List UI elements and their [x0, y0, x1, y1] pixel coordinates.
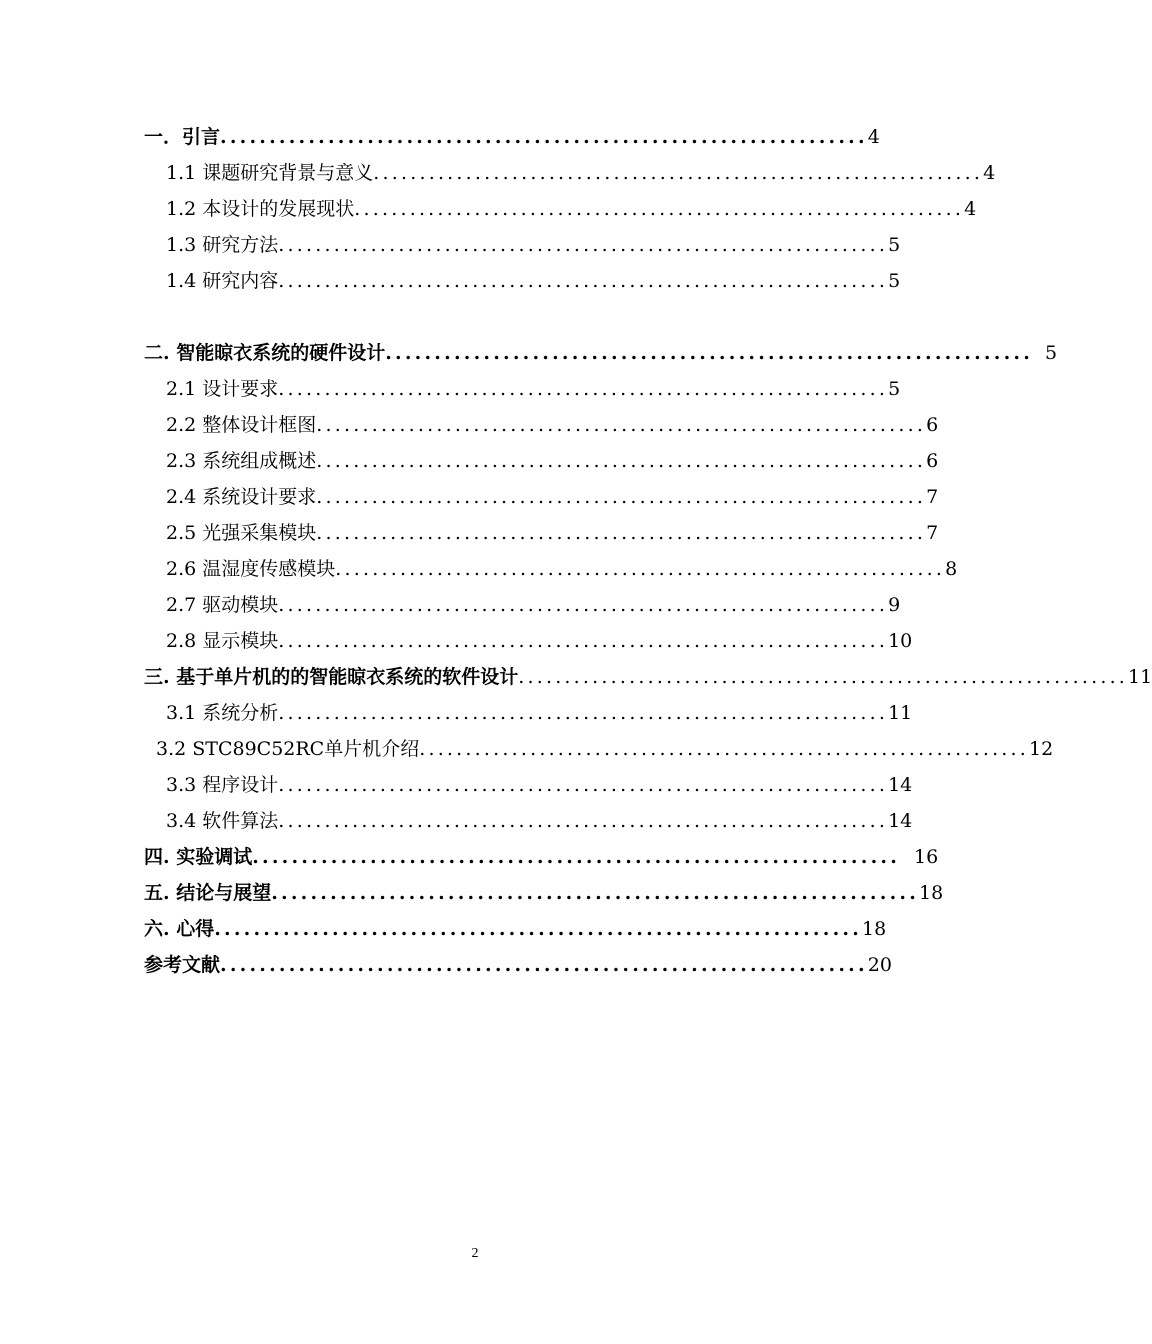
toc-entry-3-2[interactable] — [156, 732, 1054, 762]
toc-entry-page: 5 — [888, 270, 901, 292]
toc-entry-page: 11 — [1128, 666, 1152, 688]
toc-entry-3-4[interactable] — [166, 804, 913, 834]
toc-entry-5[interactable] — [144, 876, 944, 906]
dot-leader: .................................................................. — [252, 846, 901, 868]
toc-entry-references[interactable] — [144, 948, 892, 978]
toc-entry-page: 4 — [867, 126, 880, 148]
toc-entry-label: 2.2 整体设计框图 — [166, 414, 317, 436]
toc-entry-page: 6 — [926, 414, 939, 436]
toc-entry-2-4[interactable] — [166, 480, 939, 510]
dot-leader: .................................................................. — [278, 378, 889, 400]
toc-entry-label: 1.3 研究方法 — [166, 234, 279, 256]
toc-entry-label: 3.2 STC89C52RC单片机介绍 — [156, 738, 420, 760]
toc-entry-page: 12 — [1029, 738, 1054, 760]
toc-entry-label: 1.1 课题研究背景与意义 — [166, 162, 374, 184]
dot-leader: .................................................................. — [354, 198, 965, 220]
toc-entry-3-3[interactable] — [166, 768, 913, 798]
toc-entry-page: 5 — [888, 234, 901, 256]
toc-entry-2-1[interactable] — [166, 372, 901, 402]
toc-entry-page: 8 — [945, 558, 958, 580]
toc-entry-label: 2.3 系统组成概述 — [166, 450, 317, 472]
toc-entry-4[interactable] — [144, 840, 939, 870]
toc-entry-label: 三. 基于单片机的的智能晾衣系统的软件设计 — [144, 666, 519, 688]
toc-entry-page: 4 — [964, 198, 977, 220]
dot-leader: .................................................................. — [419, 738, 1030, 760]
toc-entry-1-2[interactable] — [166, 192, 977, 222]
toc-entry-label: 2.6 温湿度传感模块 — [166, 558, 336, 580]
dot-leader: .................................................................. — [278, 810, 889, 832]
dot-leader: .................................................................. — [316, 414, 927, 436]
toc-entry-label: 2.1 设计要求 — [166, 378, 279, 400]
dot-leader: .................................................................. — [271, 882, 920, 904]
toc-entry-label: 2.8 显示模块 — [166, 630, 279, 652]
toc-entry-label: 2.7 驱动模块 — [166, 594, 279, 616]
toc-entry-label: 1.2 本设计的发展现状 — [166, 198, 355, 220]
dot-leader: .................................................................. — [278, 594, 889, 616]
toc-entry-1-3[interactable] — [166, 228, 901, 258]
toc-entry-label: 二. 智能晾衣系统的硬件设计 — [144, 342, 386, 364]
dot-leader: .................................................................. — [518, 666, 1129, 688]
dot-leader: .................................................................. — [278, 270, 889, 292]
toc-entry-2-7[interactable] — [166, 588, 901, 618]
toc-entry-label: 参考文献 — [144, 954, 221, 976]
toc-entry-label: 2.4 系统设计要求 — [166, 486, 317, 508]
toc-entry-1-1[interactable] — [166, 156, 996, 186]
toc-entry-page: 14 — [888, 810, 913, 832]
toc-entry-page: 5 — [888, 378, 901, 400]
toc-entry-1[interactable] — [144, 120, 880, 150]
dot-leader: .................................................................. — [335, 558, 946, 580]
toc-entry-page: 9 — [888, 594, 901, 616]
toc-entry-label: 六. 心得 — [144, 918, 215, 940]
dot-leader: .................................................................. — [316, 450, 927, 472]
dot-leader: .................................................................. — [373, 162, 984, 184]
toc-entry-page: 18 — [919, 882, 944, 904]
toc-entry-2[interactable] — [144, 336, 1058, 366]
toc-entry-page: 6 — [926, 450, 939, 472]
toc-entry-page: 4 — [983, 162, 996, 184]
toc-entry-label: 四. 实验调试 — [144, 846, 253, 868]
toc-entry-1-4[interactable] — [166, 264, 901, 294]
dot-leader: .................................................................. — [385, 342, 1034, 364]
toc-entry-page: 10 — [888, 630, 913, 652]
toc-entry-label: 2.5 光强采集模块 — [166, 522, 317, 544]
toc-entry-label: 1.4 研究内容 — [166, 270, 279, 292]
toc-entry-3[interactable] — [144, 660, 1152, 690]
dot-leader: .................................................................. — [220, 954, 868, 976]
toc-entry-page: 20 — [867, 954, 892, 976]
toc-entry-2-8[interactable] — [166, 624, 913, 654]
toc-entry-page: 16 — [914, 846, 939, 868]
toc-entry-2-3[interactable] — [166, 444, 939, 474]
toc-entry-2-5[interactable] — [166, 516, 939, 546]
toc-entry-page: 11 — [888, 702, 913, 724]
toc-entry-page: 7 — [926, 486, 939, 508]
toc-entry-page: 5 — [1045, 342, 1058, 364]
toc-entry-label: 一．引言 — [144, 126, 221, 148]
dot-leader: .................................................................. — [220, 126, 868, 148]
dot-leader: .................................................................. — [316, 486, 927, 508]
toc-entry-2-6[interactable] — [166, 552, 958, 582]
dot-leader: .................................................................. — [278, 702, 889, 724]
dot-leader: .................................................................. — [278, 630, 889, 652]
dot-leader: .................................................................. — [316, 522, 927, 544]
toc-entry-page: 7 — [926, 522, 939, 544]
dot-leader: .................................................................. — [278, 234, 889, 256]
toc-entry-page: 18 — [862, 918, 887, 940]
toc-entry-label: 五. 结论与展望 — [144, 882, 272, 904]
toc-entry-label: 3.1 系统分析 — [166, 702, 279, 724]
page-number: 2 — [471, 1246, 479, 1261]
toc-entry-3-1[interactable] — [166, 696, 913, 726]
dot-leader: .................................................................. — [214, 918, 863, 940]
dot-leader: .................................................................. — [278, 774, 889, 796]
toc-entry-label: 3.4 软件算法 — [166, 810, 279, 832]
toc-entry-page: 14 — [888, 774, 913, 796]
toc-entry-6[interactable] — [144, 912, 887, 942]
toc-entry-2-2[interactable] — [166, 408, 939, 438]
toc-entry-label: 3.3 程序设计 — [166, 774, 279, 796]
